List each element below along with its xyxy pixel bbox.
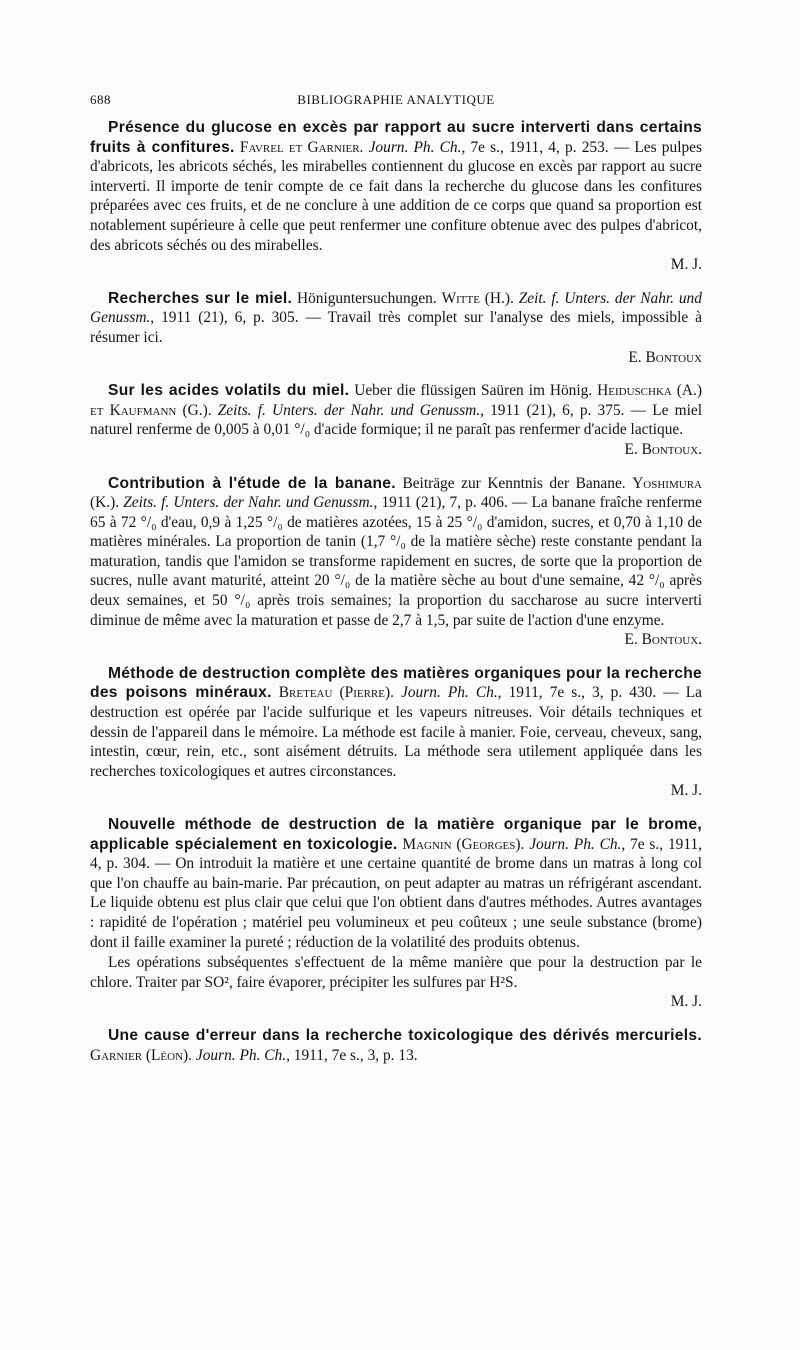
entry-title: Recherches sur le miel. — [108, 289, 293, 307]
entry-original-title: Beiträge zur Kenntnis der Banane. — [402, 474, 626, 492]
entry-journal: Zeits. f. Unters. der Nahr. und Genussm. — [217, 401, 481, 419]
entry-author: Heiduschka (A.) et Kaufmann (G.). — [90, 382, 702, 419]
entry-journal: Journ. Ph. Ch. — [195, 1046, 287, 1064]
entry-glucose: Présence du glucose en excès par rapport au sucre interverti dans certains fruits à confitures. Favrel et Garnier. Journ. Ph. Ch., 7e s., 1911, 4, p. 253. — Les pulpes d'abricots, les abricots séchés, les mirabelles contiennent du glucose en excès par rapport au sucre interverti. Il importe de tenir compte de ce fait dans la recherche du glucose dans les confitures préparées avec ces fruits, et de ne conclure à une addition de ce corps que quand sa proportion est notablement supérieure à celle que peut renfermer une confiture obtenue avec des pulpes d'abricot, des abricots séchés ou des mirabelles. M. J. — [90, 119, 702, 274]
entry-body: — La destruction est opérée par l'acide sulfurique et les vapeurs nitreuses. Voir détails techniques et dessin de l'appareil dans le mémoire. La méthode est facile à manier. Foie, cerveau, cheveux, sang, intestin, cœur, rein, etc., sont aisément détruits. La méthode sera utilement appliquée dans les recherches toxicologiques et autres circonstances. — [90, 684, 702, 780]
entry-body: — On introduit la matière et une certaine quantité de brome dans un matras à long col que l'on chauffe au bain-marie. Par précaution, on peut adapter au matras un réfrigérant ascendant. Le liquide obtenu est plus clair que celui que l'on obtient dans d'autres méthodes. Autres avantages : rapidité de l'opération ; matériel peu volumineux et peu coûteux ; une seule substance (brome) dont il faille examiner la pureté ; réduction de la volatilité des produits obtenus. — [90, 855, 703, 951]
entry-journal: Journ. Ph. Ch. — [368, 138, 462, 156]
entry-signature: M. J. — [670, 782, 702, 800]
entry-signature: E. Bontoux. — [624, 631, 702, 649]
entry-title: Sur les acides volatils du miel. — [108, 382, 350, 400]
running-title: BIBLIOGRAPHIE ANALYTIQUE — [297, 92, 495, 107]
entry-banane: Contribution à l'étude de la banane. Beiträge zur Kenntnis der Banane. Yoshimura (K.). Zeits. f. Unters. der Nahr. und Genussm., 1911 (21), 7, p. 406. — La banane fraîche renferme 65 à 72 °/₀ d'eau, 0,9 à 1,25 °/₀ de matières azotées, 15 à 25 °/₀ d'amidon, sucres, et 0,70 à 1,10 de matières minérales. La proportion de tanin (1,7 °/₀ de la matière sèche) reste constante pendant la maturation, tandis que l'amidon se transforme rapidement en sucres, de sorte que la proportion de sucres, nulle avant maturité, atteint 20 °/₀ de la matière sèche au bout d'une semaine, 42 °/₀ après deux semaines, et 50 °/₀ après trois semaines; la proportion du saccharose au sucre interverti diminue de même avec la maturation et passe de 2,7 à 1,5, par suite de l'action d'une enzyme. E. Bontoux. — [90, 474, 702, 649]
entry-title: Nouvelle méthode de destruction de la matière organique par le brome, applicable spécialement en toxicologie. — [90, 816, 702, 853]
entry-author: Witte (H.). — [441, 289, 514, 307]
entry-body: — Le miel naturel renferme de 0,005 à 0,01 °/₀ d'acide formique; il ne paraît pas renfermer d'acide lactique. — [90, 401, 702, 439]
bibliography-content — [90, 118, 702, 1079]
page-number: 688 — [90, 92, 111, 107]
entry-title: Méthode de destruction complète des matières organiques pour la recherche des poisons minéraux. — [90, 664, 702, 702]
entry-journal: Journ. Ph. Ch. — [529, 835, 622, 853]
entry-body: — Travail très complet sur l'analyse des miels, impossible à résumer ici. — [90, 309, 703, 346]
entry-brome: Nouvelle méthode de destruction de la matière organique par le brome, applicable spécialement en toxicologie. Magnin (Georges). Journ. Ph. Ch., 7e s., 1911, 4, p. 304. — On introduit la matière et une certaine quantité de brome dans un matras à long col que l'on chauffe au bain-marie. Par précaution, on peut adapter au matras un réfrigérant ascendant. Le liquide obtenu est plus clair que celui que l'on obtient dans d'autres méthodes. Autres avantages : rapidité de l'opération ; matériel peu volumineux et peu coûteux ; une seule substance (brome) dont il faille examiner la pureté ; réduction de la volatilité des produits obtenus. Les opérations subséquentes s'effectuent de la même manière que pour la destruction par le chlore. Traiter par SO², faire évaporer, précipiter les sulfures par H²S. M. J. — [90, 816, 703, 1011]
entry-body: — La banane fraîche renferme 65 à 72 °/₀ d'eau, 0,9 à 1,25 °/₀ de matières azotées, 15 à 25 °/₀ d'amidon, sucres, et 0,70 à 1,10 de matières minérales. La proportion de tanin (1,7 °/₀ de la matière sèche) reste constante pendant la maturation, tandis que l'amidon se transforme rapidement en sucres, de sorte que la proportion de sucres, nulle avant maturité, atteint 20 °/₀ de la matière sèche au bout d'une semaine, 42 °/₀ après deux semaines, et 50 °/₀ après trois semaines; la proportion du saccharose au sucre interverti diminue de même avec la maturation et passe de 2,7 à 1,5, par suite de l'action d'une enzyme. — [90, 494, 702, 629]
entry-author: Breteau (Pierre). — [278, 684, 394, 702]
entry-title: Présence du glucose en excès par rapport au sucre interverti dans certains fruits à confitures. — [90, 119, 702, 156]
entry-miel: Recherches sur le miel. Höniguntersuchungen. Witte (H.). Zeit. f. Unters. der Nahr. und Genussm., 1911 (21), 6, p. 305. — Travail très complet sur l'analyse des miels, impossible à résumer ici. E. Bontoux — [90, 289, 703, 366]
entry-signature: E. Bontoux — [628, 348, 702, 366]
page-header — [90, 92, 702, 112]
entry-methode-destruction: Méthode de destruction complète des matières organiques pour la recherche des poisons minéraux. Breteau (Pierre). Journ. Ph. Ch., 1911, 7e s., 3, p. 430. — La destruction est opérée par l'acide sulfurique et les vapeurs nitreuses. Voir détails techniques et dessin de l'appareil dans le mémoire. La méthode est facile à manier. Foie, cerveau, cheveux, sang, intestin, cœur, rein, etc., sont aisément détruits. La méthode sera utilement appliquée dans les recherches toxicologiques et autres circonstances. M. J. — [90, 664, 702, 800]
entry-journal: Journ. Ph. Ch. — [401, 684, 498, 702]
entry-acides-volatils: Sur les acides volatils du miel. Ueber die flüssigen Saüren im Hönig. Heiduschka (A.) et Kaufmann (G.). Zeits. f. Unters. der Nahr. und Genussm., 1911 (21), 6, p. 375. — Le miel naturel renferme de 0,005 à 0,01 °/₀ d'acide formique; il ne paraît pas renfermer d'acide lactique. E. Bontoux. — [90, 382, 702, 458]
entry-original-title: Ueber die flüssigen Saüren im Hönig. — [354, 382, 593, 400]
entry-reference: 1911, 7e s., 3, p. 430. — [508, 684, 657, 702]
entry-signature: M. J. — [670, 256, 702, 274]
entry-reference: 1911 (21), 6, p. 375. — [490, 401, 625, 419]
entry-title: Contribution à l'étude de la banane. — [108, 474, 396, 492]
entry-signature: E. Bontoux. — [624, 440, 702, 458]
entry-author: Magnin (Georges). — [402, 835, 525, 853]
entry-signature: M. J. — [670, 993, 702, 1011]
entry-reference: 1911 (21), 7, p. 406. — [381, 494, 508, 512]
entry-author: Garnier (Léon). — [90, 1046, 193, 1064]
entry-derives-mercuriels: Une cause d'erreur dans la recherche toxicologique des dérivés mercuriels. Garnier (Léon). Journ. Ph. Ch., 1911, 7e s., 3, p. 13. — [90, 1026, 702, 1064]
entry-author: Yoshimura (K.). — [90, 474, 702, 512]
entry-reference: 7e s., 1911, 4, p. 304. — [90, 835, 702, 873]
entry-body-continued: Les opérations subséquentes s'effectuent de la même manière que pour la destruction par le chlore. Traiter par SO², faire évaporer, précipiter les sulfures par H²S. — [90, 954, 702, 991]
entry-reference: 1911 (21), 6, p. 305. — [161, 309, 299, 327]
entry-body: — Les pulpes d'abricots, les abricots séchés, les mirabelles contiennent du glucose en excès par rapport au sucre interverti. Il importe de tenir compte de ce fait dans la recherche du glucose dans les confitures préparées avec ces fruits, et de ne conclure à une addition de ce corps que quand sa proportion est notablement supérieure à celle que peut renfermer une confiture obtenue avec des pulpes d'abricot, des abricots séchés ou des mirabelles. — [90, 138, 702, 254]
entry-reference: 1911, 7e s., 3, p. 13. — [293, 1046, 418, 1064]
entry-journal: Zeit. f. Unters. der Nahr. und Genussm. — [90, 289, 702, 327]
entry-journal: Zeits. f. Unters. der Nahr. und Genussm. — [123, 494, 374, 512]
entry-title: Une cause d'erreur dans la recherche toxicologique des dérivés mercuriels. — [108, 1026, 702, 1044]
entry-reference: 7e s., 1911, 4, p. 253. — [470, 138, 609, 156]
entry-original-title: Höniguntersuchungen. — [296, 289, 437, 307]
entry-author: Favrel et Garnier. — [239, 138, 364, 156]
